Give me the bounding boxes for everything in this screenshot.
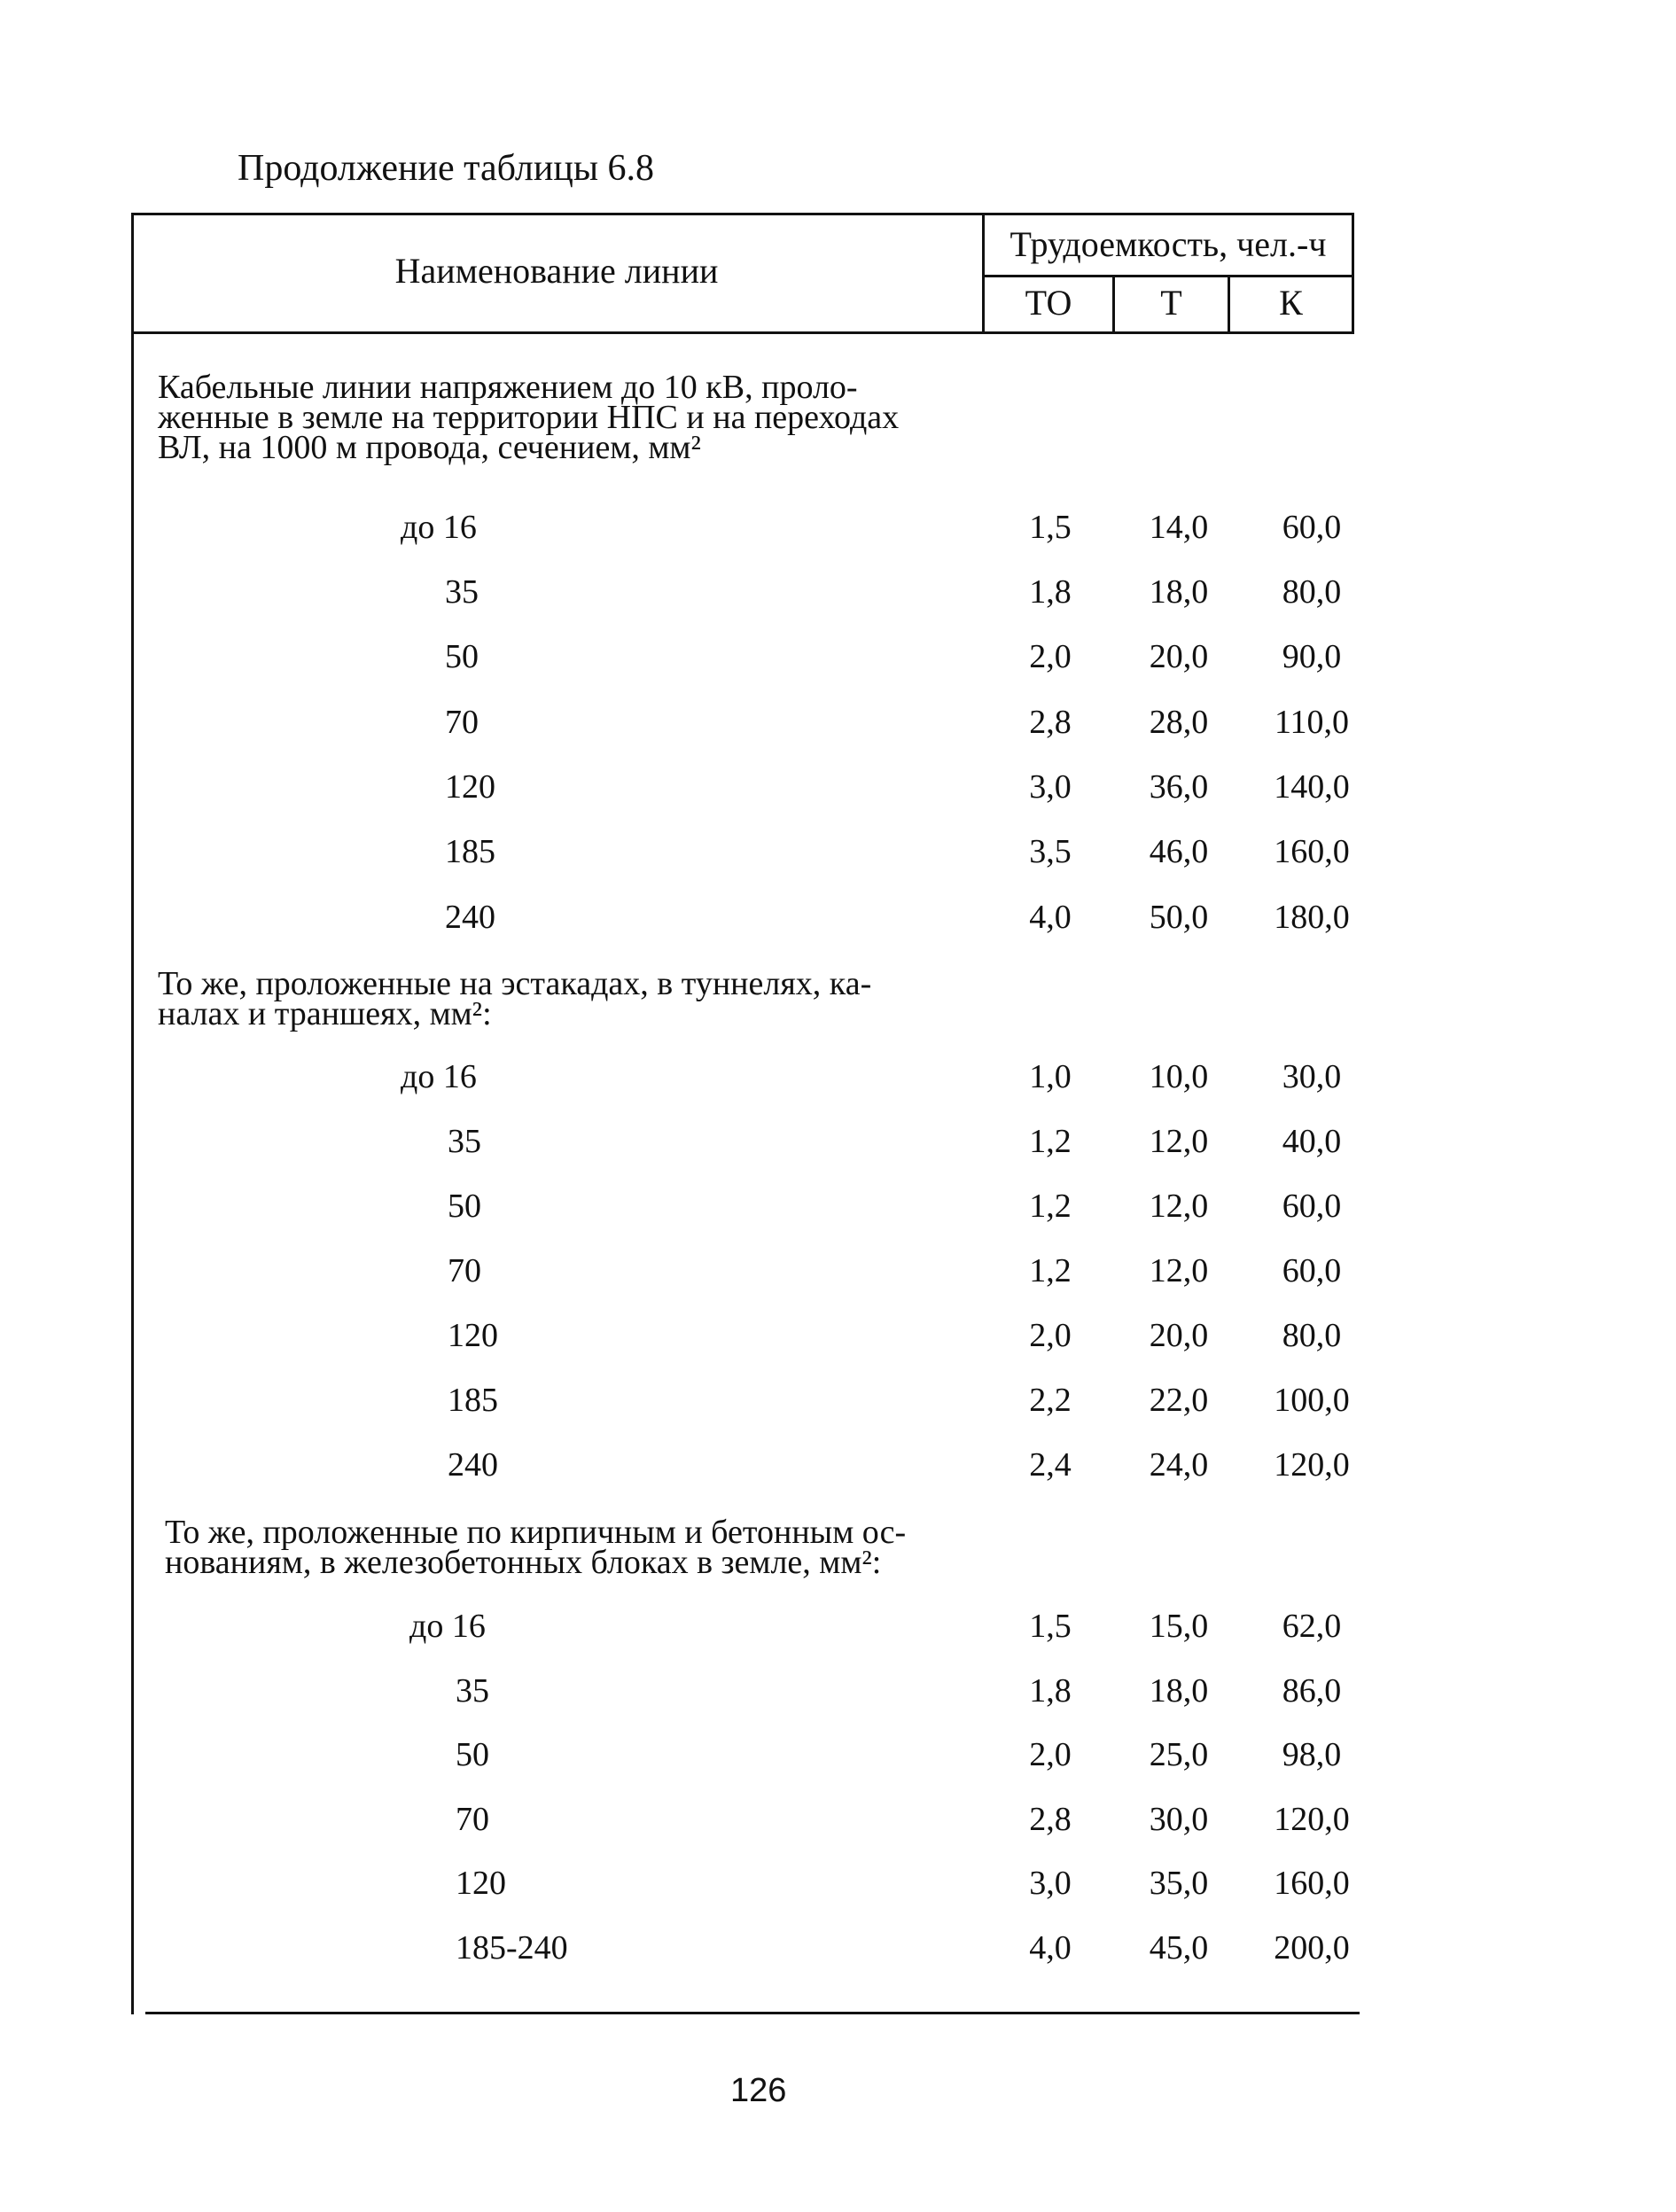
table-row: [0, 1316, 1676, 1360]
table-row: [0, 767, 1676, 812]
cell-size: 240: [445, 899, 495, 936]
header-name: Наименование линии: [394, 251, 719, 291]
cell-to: 1,2: [1029, 1188, 1072, 1225]
cell-size: 50: [445, 638, 479, 675]
cell-k: 120,0: [1274, 1446, 1350, 1484]
cell-to: 4,0: [1029, 899, 1072, 936]
cell-size: 50: [448, 1188, 481, 1225]
table-row: [0, 1864, 1676, 1908]
table-row: [0, 1671, 1676, 1716]
table-row: [0, 1187, 1676, 1231]
cell-k: 86,0: [1282, 1672, 1342, 1710]
table-bottom-border: [145, 2012, 1360, 2014]
cell-to: 2,0: [1029, 1736, 1072, 1773]
cell-t: 46,0: [1149, 833, 1209, 870]
cell-k: 80,0: [1282, 1317, 1342, 1354]
table-row: [0, 1251, 1676, 1296]
table-row: [0, 637, 1676, 682]
cell-t: 22,0: [1149, 1382, 1209, 1419]
table-row: [0, 1735, 1676, 1780]
cell-k: 30,0: [1282, 1058, 1342, 1095]
table-top-border: [131, 213, 1354, 215]
cell-to: 1,2: [1029, 1123, 1072, 1160]
cell-to: 1,5: [1029, 509, 1072, 546]
cell-k: 60,0: [1282, 1252, 1342, 1289]
cell-size: 185-240: [456, 1929, 568, 1967]
header-k: К: [1279, 283, 1303, 323]
cell-k: 180,0: [1274, 899, 1350, 936]
table-row: [0, 1445, 1676, 1490]
cell-size: до 16: [409, 1608, 486, 1645]
cell-to: 3,0: [1029, 1865, 1072, 1902]
cell-size: 120: [445, 768, 495, 806]
cell-k: 120,0: [1274, 1801, 1350, 1838]
cell-to: 2,8: [1029, 704, 1072, 741]
cell-to: 1,8: [1029, 573, 1072, 611]
header-labor: Трудоемкость, чел.-ч: [1009, 224, 1327, 264]
cell-size: 120: [456, 1865, 506, 1902]
cell-t: 30,0: [1149, 1801, 1209, 1838]
table-row: [0, 703, 1676, 747]
cell-size: 120: [448, 1317, 498, 1354]
cell-k: 160,0: [1274, 1865, 1350, 1902]
cell-t: 12,0: [1149, 1252, 1209, 1289]
section-title-1: Кабельные линии напряжением до 10 кВ, проло- женные в земле на территории НПС и на переходах ВЛ, на 1000 м провода, сечением, мм²: [158, 369, 900, 466]
header-t: Т: [1160, 283, 1182, 323]
cell-size: 185: [445, 833, 495, 870]
cell-k: 98,0: [1282, 1736, 1342, 1773]
cell-t: 12,0: [1149, 1123, 1209, 1160]
cell-k: 62,0: [1282, 1608, 1342, 1645]
cell-t: 10,0: [1149, 1058, 1209, 1095]
header-to: ТО: [1025, 283, 1072, 323]
cell-t: 14,0: [1149, 509, 1209, 546]
table-row: [0, 1057, 1676, 1102]
cell-t: 18,0: [1149, 1672, 1209, 1710]
cell-size: 50: [456, 1736, 489, 1773]
cell-t: 20,0: [1149, 638, 1209, 675]
cell-k: 100,0: [1274, 1382, 1350, 1419]
cell-to: 2,8: [1029, 1801, 1072, 1838]
header-bottom-border: [131, 331, 1354, 334]
cell-size: 70: [456, 1801, 489, 1838]
table-caption: Продолжение таблицы 6.8: [238, 148, 655, 189]
cell-to: 3,5: [1029, 833, 1072, 870]
section-title-2: То же, проложенные на эстакадах, в туннелях, ка- налах и траншеях, мм²:: [158, 965, 872, 1032]
table-row: [0, 1800, 1676, 1844]
header-divider: [982, 275, 1354, 277]
cell-t: 18,0: [1149, 573, 1209, 611]
table-row: [0, 1928, 1676, 1973]
cell-t: 24,0: [1149, 1446, 1209, 1484]
cell-to: 2,0: [1029, 1317, 1072, 1354]
table-row: [0, 898, 1676, 942]
cell-to: 1,0: [1029, 1058, 1072, 1095]
cell-to: 2,2: [1029, 1382, 1072, 1419]
cell-k: 60,0: [1282, 509, 1342, 546]
table-row: [0, 832, 1676, 876]
cell-k: 160,0: [1274, 833, 1350, 870]
cell-k: 60,0: [1282, 1188, 1342, 1225]
cell-size: до 16: [401, 1058, 477, 1095]
cell-to: 1,8: [1029, 1672, 1072, 1710]
cell-to: 1,2: [1029, 1252, 1072, 1289]
cell-t: 25,0: [1149, 1736, 1209, 1773]
table-row: [0, 1381, 1676, 1425]
page-number: 126: [730, 2072, 787, 2109]
cell-to: 4,0: [1029, 1929, 1072, 1967]
cell-t: 45,0: [1149, 1929, 1209, 1967]
cell-size: 185: [448, 1382, 498, 1419]
cell-k: 140,0: [1274, 768, 1350, 806]
cell-t: 12,0: [1149, 1188, 1209, 1225]
section-title-3: То же, проложенные по кирпичным и бетонным ос- нованиям, в железобетонных блоках в земле, мм²:: [165, 1514, 907, 1581]
cell-size: 240: [448, 1446, 498, 1484]
cell-t: 36,0: [1149, 768, 1209, 806]
table-row: [0, 508, 1676, 552]
cell-k: 110,0: [1274, 704, 1350, 741]
table-row: [0, 1122, 1676, 1166]
cell-t: 35,0: [1149, 1865, 1209, 1902]
cell-to: 2,0: [1029, 638, 1072, 675]
cell-size: 70: [445, 704, 479, 741]
cell-k: 80,0: [1282, 573, 1342, 611]
cell-size: 35: [456, 1672, 489, 1710]
table-row: [0, 1607, 1676, 1651]
table-right-border: [1352, 213, 1354, 334]
cell-size: 35: [445, 573, 479, 611]
cell-size: 70: [448, 1252, 481, 1289]
cell-to: 2,4: [1029, 1446, 1072, 1484]
cell-t: 28,0: [1149, 704, 1209, 741]
cell-k: 200,0: [1274, 1929, 1350, 1967]
cell-k: 40,0: [1282, 1123, 1342, 1160]
cell-to: 1,5: [1029, 1608, 1072, 1645]
cell-t: 20,0: [1149, 1317, 1209, 1354]
cell-size: 35: [448, 1123, 481, 1160]
cell-to: 3,0: [1029, 768, 1072, 806]
cell-t: 50,0: [1149, 899, 1209, 936]
cell-t: 15,0: [1149, 1608, 1209, 1645]
cell-k: 90,0: [1282, 638, 1342, 675]
cell-size: до 16: [401, 509, 477, 546]
table-row: [0, 572, 1676, 617]
